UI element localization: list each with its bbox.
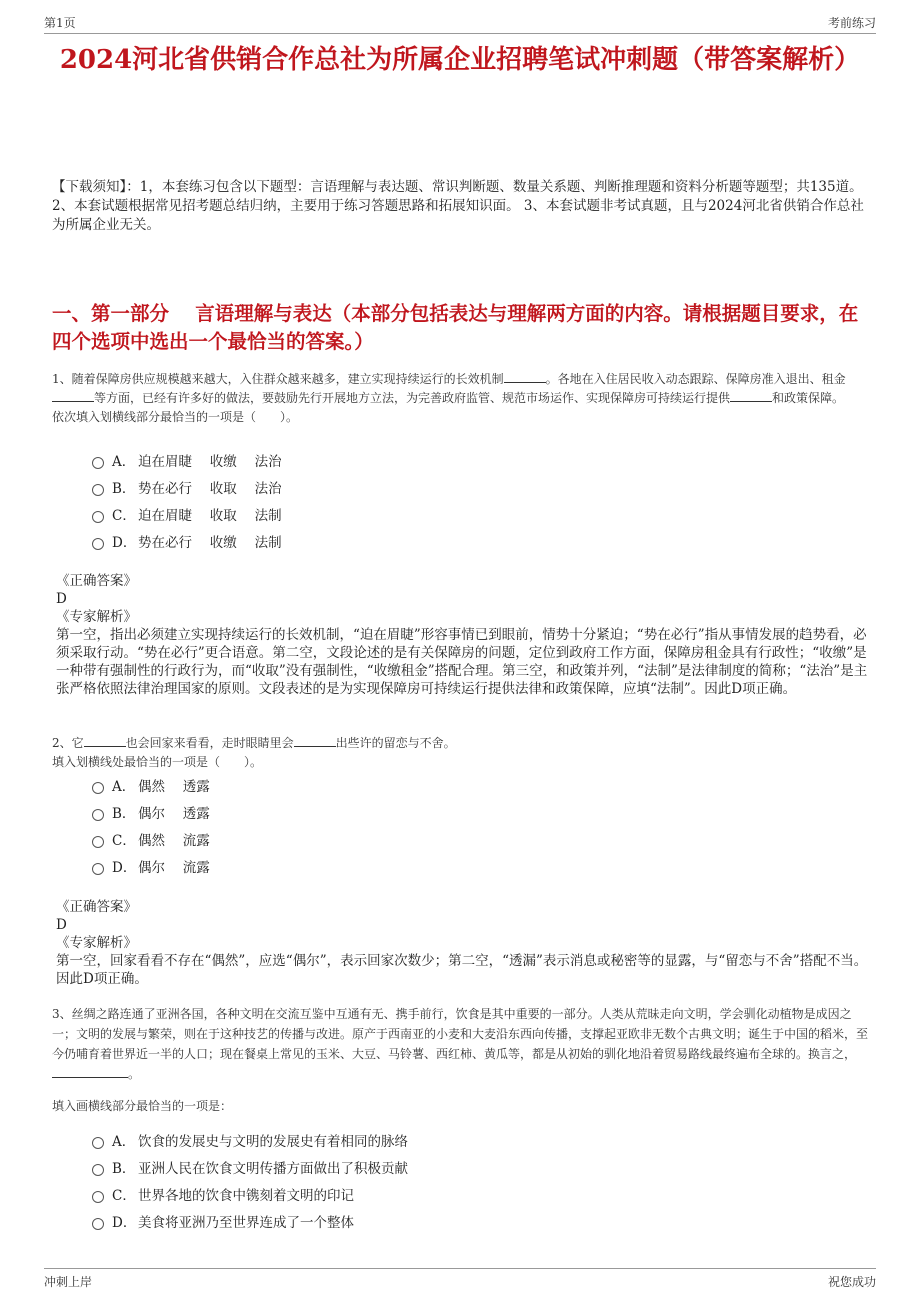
radio-icon[interactable] xyxy=(92,863,104,875)
option-letter: C． xyxy=(112,507,136,524)
option-c[interactable] xyxy=(92,825,692,852)
document-title: 2024河北省供销合作总社为所属企业招聘笔试冲刺题（带答案解析） xyxy=(59,45,861,75)
option-b[interactable] xyxy=(92,1153,692,1180)
option-b[interactable] xyxy=(92,473,692,500)
option-text: 偶尔 透露 xyxy=(138,805,210,822)
radio-icon[interactable] xyxy=(92,1218,104,1230)
radio-icon[interactable] xyxy=(92,836,104,848)
option-text: 势在必行 收缴 法制 xyxy=(138,534,282,551)
radio-icon[interactable] xyxy=(92,809,104,821)
option-letter: B． xyxy=(112,805,136,822)
option-text: 势在必行 收取 法治 xyxy=(138,480,282,497)
option-text: 迫在眉睫 收取 法制 xyxy=(138,507,282,524)
question-2-answer xyxy=(52,898,872,988)
question-2-text-c: 出些许的留恋与不舍。 xyxy=(335,736,456,750)
answer-label: 《正确答案》 xyxy=(56,899,137,915)
option-text: 迫在眉睫 收缴 法治 xyxy=(138,453,282,470)
option-b[interactable] xyxy=(92,798,692,825)
radio-icon[interactable] xyxy=(92,1137,104,1149)
page-number: 第1页 xyxy=(44,16,76,30)
blank-line xyxy=(52,1066,128,1078)
question-2-text-a: 2、它 xyxy=(52,736,84,750)
question-2-options xyxy=(92,771,692,879)
question-1-answer xyxy=(52,572,872,698)
radio-icon[interactable] xyxy=(92,457,104,469)
question-1-prompt: 依次填入划横线部分最恰当的一项是（ ）。 xyxy=(52,410,299,424)
option-letter: A． xyxy=(112,778,136,795)
option-text: 亚洲人民在饮食文明传播方面做出了积极贡献 xyxy=(138,1160,408,1177)
blank-line xyxy=(504,371,546,383)
option-letter: D． xyxy=(112,859,137,876)
question-3-text-b: 。 xyxy=(128,1067,141,1081)
option-d[interactable] xyxy=(92,1207,692,1234)
analysis-text: 第一空，指出必须建立实现持续运行的长效机制，“迫在眉睫”形容事情已到眼前，情势十分紧迫；“势在必行”指从事情发展的趋势看，必须采取行动。“势在必行”更合语意。第二空，文段论述的是有关保障房的问题，定位到政府工作方面，保障房租金具有行政性；“收缴”是一种带有强制性的行政行为，而“收取”没有强制性，“收缴租金”搭配合理。第三空，和政策并列，“法制”是法律制度的简称；“法治”是主张严格依照法律治理国家的原则。文段表述的是为实现保障房可持续运行提供法律和政策保障，应填“法制”。因此D项正确。 xyxy=(56,627,868,697)
section-title: 一、第一部分 言语理解与表达（本部分包括表达与理解两方面的内容。请根据题目要求，在四个选项中选出一个最恰当的答案。） xyxy=(52,302,859,353)
blank-line xyxy=(84,735,126,747)
answer-label: 《正确答案》 xyxy=(56,573,137,589)
question-3 xyxy=(52,1004,872,1084)
radio-icon[interactable] xyxy=(92,1164,104,1176)
radio-icon[interactable] xyxy=(92,511,104,523)
option-text: 饮食的发展史与文明的发展史有着相同的脉络 xyxy=(138,1133,408,1150)
blank-line xyxy=(52,390,94,402)
question-1-options xyxy=(92,446,692,554)
analysis-text: 第一空，回家看看不存在“偶然”，应选“偶尔”，表示回家次数少；第二空，“透漏”表示消息或秘密等的显露，与“留恋与不舍”搭配不当。因此D项正确。 xyxy=(56,953,868,987)
option-letter: B． xyxy=(112,480,136,497)
analysis-label: 《专家解析》 xyxy=(56,935,137,951)
option-d[interactable] xyxy=(92,527,692,554)
question-3-text-a: 3、丝绸之路连通了亚洲各国，各种文明在交流互鉴中互通有无、携手前行，饮食是其中重要的一部分。人类从荒昧走向文明，学会驯化动植物是成因之一；文明的发展与繁荣，则在于这种技艺的传播与改进。原产于西南亚的小麦和大麦沿东西向传播，支撑起亚欧非无数个古典文明；诞生于中国的稻米，至今仍哺育着世界近一半的人口；现在餐桌上常见的玉米、大豆、马铃薯、西红柿、黄瓜等，都是从初始的驯化地沿着贸易路线最终遍布全球的。换言之， xyxy=(52,1007,869,1061)
option-letter: B． xyxy=(112,1160,136,1177)
question-1 xyxy=(52,370,872,427)
page-header xyxy=(44,10,876,34)
question-3-options xyxy=(92,1126,692,1234)
blank-line xyxy=(294,735,336,747)
question-1-text-a: 1、随着保障房供应规模越来越大，入住群众越来越多，建立实现持续运行的长效机制 xyxy=(52,372,504,386)
radio-icon[interactable] xyxy=(92,484,104,496)
option-text: 美食将亚洲乃至世界连成了一个整体 xyxy=(138,1214,354,1231)
question-2-text-b: 也会回家来看看，走时眼睛里会 xyxy=(125,736,294,750)
option-c[interactable] xyxy=(92,1180,692,1207)
question-3-prompt: 填入画横线部分最恰当的一项是： xyxy=(52,1099,233,1113)
radio-icon[interactable] xyxy=(92,538,104,550)
option-letter: A． xyxy=(112,453,136,470)
header-label: 考前练习 xyxy=(827,16,876,30)
radio-icon[interactable] xyxy=(92,1191,104,1203)
option-d[interactable] xyxy=(92,852,692,879)
answer-value: D xyxy=(56,591,67,607)
footer-right-label: 祝您成功 xyxy=(827,1275,876,1289)
blank-line xyxy=(730,390,772,402)
radio-icon[interactable] xyxy=(92,782,104,794)
answer-value: D xyxy=(56,917,67,933)
option-letter: C． xyxy=(112,1187,136,1204)
option-text: 世界各地的饮食中镌刻着文明的印记 xyxy=(138,1187,354,1204)
footer-left-label: 冲刺上岸 xyxy=(44,1275,93,1289)
page-footer xyxy=(44,1268,876,1292)
question-1-text-d: 和政策保障。 xyxy=(772,391,845,405)
question-1-text-b: 。各地在入住居民收入动态跟踪、保障房准入退出、租金 xyxy=(545,372,846,386)
option-letter: D． xyxy=(112,534,137,551)
option-letter: D． xyxy=(112,1214,137,1231)
question-1-text-c: 等方面，已经有许多好的做法，要鼓励先行开展地方立法，为完善政府监管、规范市场运作、实现保障房可持续运行提供 xyxy=(94,391,731,405)
question-3-prompt-row xyxy=(52,1097,872,1116)
option-text: 偶然 透露 xyxy=(138,778,210,795)
analysis-label: 《专家解析》 xyxy=(56,609,137,625)
option-a[interactable] xyxy=(92,446,692,473)
question-2-prompt: 填入划横线处最恰当的一项是（ ）。 xyxy=(52,755,263,769)
option-a[interactable] xyxy=(92,1126,692,1153)
option-letter: A． xyxy=(112,1133,136,1150)
option-letter: C． xyxy=(112,832,136,849)
question-2 xyxy=(52,734,872,772)
option-c[interactable] xyxy=(92,500,692,527)
option-text: 偶尔 流露 xyxy=(138,859,210,876)
option-a[interactable] xyxy=(92,771,692,798)
option-text: 偶然 流露 xyxy=(138,832,210,849)
download-notice: 【下载须知】：1，本套练习包含以下题型：言语理解与表达题、常识判断题、数量关系题、判断推理题和资料分析题等题型；共135道。 2、本套试题根据常见招考题总结归纳，主要用于练习答题思路和拓展知识面。 3、本套试题非考试真题，且与2024河北省供销合作总社为所属企业无关。 xyxy=(52,179,864,233)
